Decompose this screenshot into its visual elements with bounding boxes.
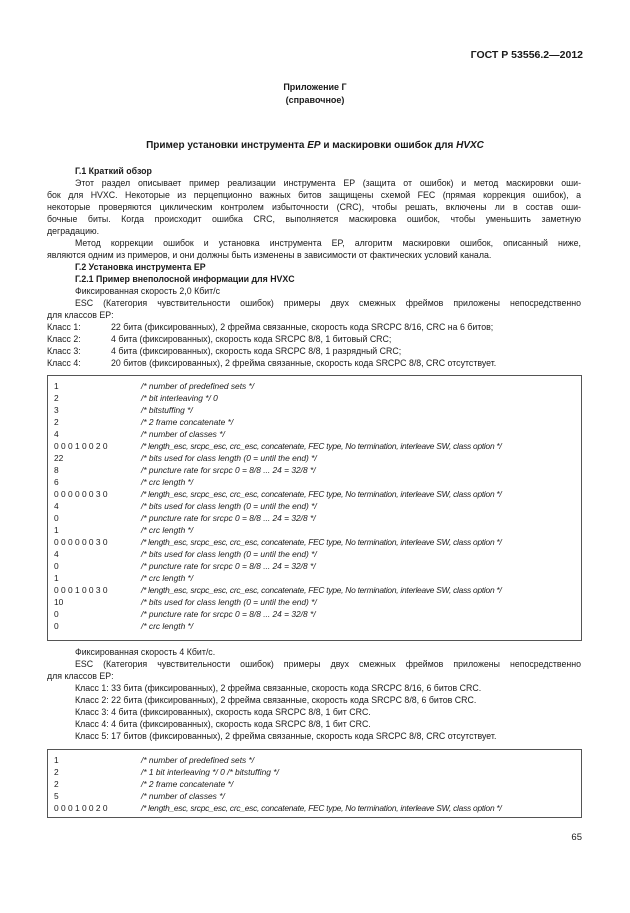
paragraph-line: являются одним из примеров, и они должны быть изменены в зависимости от фактических условий канала.	[47, 250, 492, 260]
class-line: Класс 2: 22 бита (фиксированных), 2 фрейма связанные, скорость кода SRCPC 8/8, 6 битов CRC.	[75, 695, 477, 705]
class-line: Класс 5: 17 битов (фиксированных), 2 фрейма связанные, скорость кода SRCPC 8/8, CRC отсутствует.	[75, 731, 497, 741]
standard-number: ГОСТ Р 53556.2—2012	[470, 49, 583, 61]
table-value: 2	[54, 393, 59, 403]
heading-pre: Пример установки инструмента	[146, 140, 308, 151]
rate-line: Фиксированная скорость 2,0 Кбит/с	[75, 286, 221, 296]
paragraph-line: некоторые проверяются циклическим контролем избыточности (CRC), чтобы решать, включены ли в состав оши-	[47, 202, 581, 212]
table-comment: /* length_esc, srcpc_esc, crc_esc, concatenate, FEC type, No termination, interleave SW, class option */	[141, 441, 502, 451]
class-text: 4 бита (фиксированных), скорость кода SRCPC 8/8, 1 битовый CRC;	[111, 334, 392, 344]
paragraph-line: Этот раздел описывает пример реализации инструмента EP (защита от ошибок) и метод маскировки оши-	[75, 178, 581, 188]
subsection-title-g2: Г.2 Установка инструмента EP	[75, 262, 206, 272]
table-value: 2	[54, 417, 59, 427]
table-value: 0 0 0 1 0 0 2 0	[54, 441, 108, 451]
rate-line: Фиксированная скорость 4 Кбит/с.	[75, 647, 216, 657]
class-label: Класс 1:	[47, 322, 81, 332]
table-value: 0	[54, 561, 59, 571]
heading-mid: и маскировки ошибок для	[320, 140, 457, 151]
class-label: Класс 4:	[47, 358, 81, 368]
class-line: Класс 3: 4 бита (фиксированных), скорость кода SRCPC 8/8, 1 бит CRC.	[75, 707, 371, 717]
table-value: 10	[54, 597, 64, 607]
table-comment: /* bits used for class length (0 = until the end) */	[141, 597, 317, 607]
table-value: 0	[54, 513, 59, 523]
section-heading	[0, 140, 630, 151]
table-comment: /* number of predefined sets */	[141, 381, 255, 391]
code-table-1	[47, 375, 582, 641]
esc-line: для классов EP:	[47, 310, 114, 320]
table-comment: /* crc length */	[141, 477, 194, 487]
paragraph-line: бок для HVXC. Некоторые из перцепционно важных битов защищены схемой FEC (прямая коррекция ошибок), а	[47, 190, 581, 200]
class-text: 4 бита (фиксированных), скорость кода SRCPC 8/8, 1 разрядный CRC;	[111, 346, 402, 356]
table-value: 22	[54, 453, 64, 463]
table-comment: /* number of classes */	[141, 429, 225, 439]
esc-line: ESC (Категория чувствительности ошибок) примеры двух смежных фреймов приложены непосредственно	[75, 659, 581, 669]
table-value: 4	[54, 549, 59, 559]
table-comment: /* crc length */	[141, 621, 194, 631]
subsection-title-g21: Г.2.1 Пример внеполосной информации для HVXC	[75, 274, 295, 284]
class-label: Класс 2:	[47, 334, 81, 344]
table-value: 0 0 0 1 0 0 2 0	[54, 803, 108, 813]
subsection-title-g1: Г.1 Краткий обзор	[75, 166, 152, 176]
table-comment: /* length_esc, srcpc_esc, crc_esc, concatenate, FEC type, No termination, interleave SW, class option */	[141, 803, 502, 813]
table-comment: /* number of classes */	[141, 791, 225, 801]
table-comment: /* bitstuffing */	[141, 405, 193, 415]
class-label: Класс 3:	[47, 346, 81, 356]
table-comment: /* puncture rate for srcpc 0 = 8/8 ... 24 = 32/8 */	[141, 609, 316, 619]
table-comment: /* crc length */	[141, 573, 194, 583]
class-line: Класс 4: 4 бита (фиксированных), скорость кода SRCPC 8/8, 1 бит CRC.	[75, 719, 371, 729]
heading-ep: EP	[307, 140, 321, 151]
table-value: 5	[54, 791, 59, 801]
table-value: 1	[54, 381, 59, 391]
paragraph-line: бочные биты. Когда происходит ошибка CRC, выполняется маскировка ошибок, чтобы уменьшить заметную	[47, 214, 581, 224]
table-value: 3	[54, 405, 59, 415]
table-comment: /* crc length */	[141, 525, 194, 535]
class-text: 20 битов (фиксированных), 2 фрейма связанные, скорость кода SRCPC 8/8, CRC отсутствует.	[111, 358, 497, 368]
table-value: 0	[54, 609, 59, 619]
table-comment: /* bits used for class length (0 = until the end) */	[141, 549, 317, 559]
table-comment: /* bits used for class length (0 = until the end) */	[141, 453, 317, 463]
page-number: 65	[571, 832, 582, 843]
table-value: 0 0 0 0 0 0 3 0	[54, 489, 108, 499]
table-comment: /* bits used for class length (0 = until the end) */	[141, 501, 317, 511]
heading-hvxc: HVXC	[456, 140, 484, 151]
table-value: 8	[54, 465, 59, 475]
table-comment: /* puncture rate for srcpc 0 = 8/8 ... 24 = 32/8 */	[141, 465, 316, 475]
paragraph-line: Метод коррекции ошибок и установка инструмента EP, алгоритм маскировки ошибок, описанный ниже,	[75, 238, 581, 248]
annex-subtitle: (справочное)	[285, 95, 345, 105]
code-table-2	[47, 749, 582, 818]
table-comment: /* length_esc, srcpc_esc, crc_esc, concatenate, FEC type, No termination, interleave SW, class option */	[141, 537, 502, 547]
table-comment: /* number of predefined sets */	[141, 755, 255, 765]
table-value: 0 0 0 1 0 0 3 0	[54, 585, 108, 595]
table-comment: /* 2 frame concatenate */	[141, 417, 234, 427]
table-value: 2	[54, 779, 59, 789]
table-value: 6	[54, 477, 59, 487]
table-comment: /* puncture rate for srcpc 0 = 8/8 ... 24 = 32/8 */	[141, 513, 316, 523]
class-text: 22 бита (фиксированных), 2 фрейма связанные, скорость кода SRCPC 8/16, CRC на 6 битов;	[111, 322, 494, 332]
esc-line: для классов EP:	[47, 671, 114, 681]
esc-line: ESC (Категория чувствительности ошибок) примеры двух смежных фреймов приложены непосредственно	[75, 298, 581, 308]
table-comment: /* length_esc, srcpc_esc, crc_esc, concatenate, FEC type, No termination, interleave SW, class option */	[141, 489, 502, 499]
class-line: Класс 1: 33 бита (фиксированных), 2 фрейма связанные, скорость кода SRCPC 8/16, 6 битов CRC.	[75, 683, 482, 693]
table-comment: /* 2 frame concatenate */	[141, 779, 234, 789]
annex-title: Приложение Г	[283, 82, 347, 92]
table-comment: /* 1 bit interleaving */ 0 /* bitstuffing */	[141, 767, 279, 777]
table-value: 1	[54, 755, 59, 765]
table-value: 4	[54, 501, 59, 511]
table-comment: /* puncture rate for srcpc 0 = 8/8 ... 24 = 32/8 */	[141, 561, 316, 571]
table-value: 0 0 0 0 0 0 3 0	[54, 537, 108, 547]
table-value: 1	[54, 525, 59, 535]
paragraph-line: деградацию.	[47, 226, 100, 236]
table-comment: /* length_esc, srcpc_esc, crc_esc, concatenate, FEC type, No termination, interleave SW, class option */	[141, 585, 502, 595]
table-value: 4	[54, 429, 59, 439]
table-value: 2	[54, 767, 59, 777]
table-value: 0	[54, 621, 59, 631]
table-value: 1	[54, 573, 59, 583]
table-comment: /* bit interleaving */ 0	[141, 393, 218, 403]
